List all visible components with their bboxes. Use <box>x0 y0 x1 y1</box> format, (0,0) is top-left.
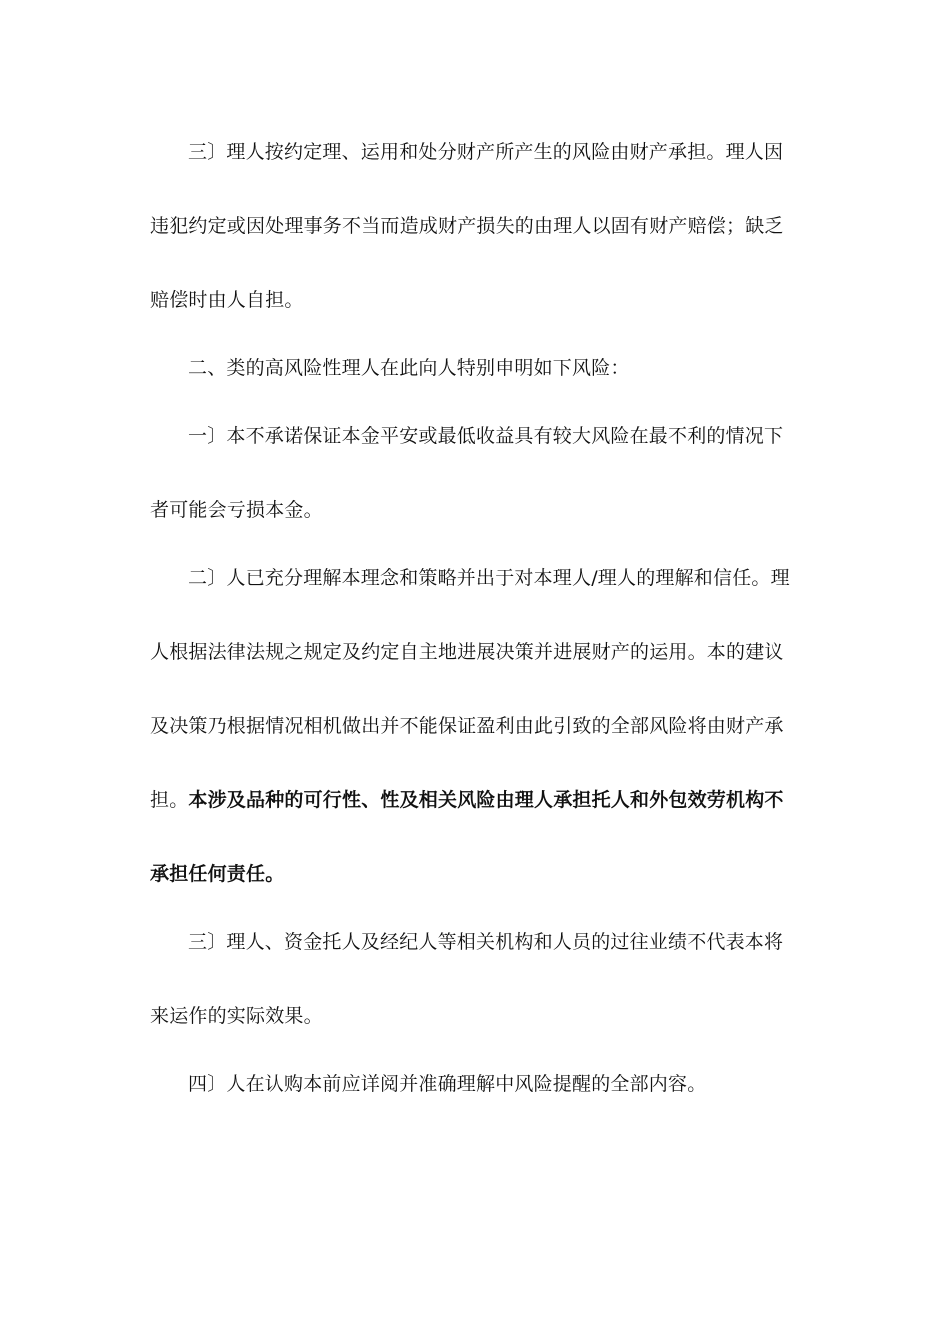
bold-statement: 承担任何责任。 <box>150 863 285 885</box>
paragraph-line: 赔偿时由人自担。 <box>150 289 304 311</box>
paragraph-line: 三〕理人按约定理、运用和处分财产所产生的风险由财产承担。理人因 <box>188 141 784 163</box>
paragraph-line: 来运作的实际效果。 <box>150 1005 323 1027</box>
paragraph-line: 二〕人已充分理解本理念和策略并出于对本理人/理人的理解和信任。理 <box>188 567 790 589</box>
paragraph-line: 四〕人在认购本前应详阅并准确理解中风险提醒的全部内容。 <box>188 1073 707 1095</box>
section-heading: 二、类的高风险性理人在此向人特别申明如下风险： <box>188 357 630 379</box>
paragraph-line: 违犯约定或因处理事务不当而造成财产损失的由理人以固有财产赔偿；缺乏 <box>150 215 784 237</box>
bold-statement: 本涉及品种的可行性、性及相关风险由理人承担托人和外包效劳机构不 <box>188 789 784 811</box>
paragraph-line: 人根据法律法规之规定及约定自主地进展决策并进展财产的运用。本的建议 <box>150 641 784 663</box>
paragraph-text: 担。 <box>150 789 189 811</box>
paragraph-line: 及决策乃根据情况相机做出并不能保证盈利由此引致的全部风险将由财产承 <box>150 715 784 737</box>
paragraph-line: 一〕本不承诺保证本金平安或最低收益具有较大风险在最不利的情况下 <box>188 425 784 447</box>
paragraph-line: 者可能会亏损本金。 <box>150 499 323 521</box>
paragraph-line: 三〕理人、资金托人及经纪人等相关机构和人员的过往业绩不代表本将 <box>188 931 784 953</box>
paragraph-line <box>150 788 784 812</box>
